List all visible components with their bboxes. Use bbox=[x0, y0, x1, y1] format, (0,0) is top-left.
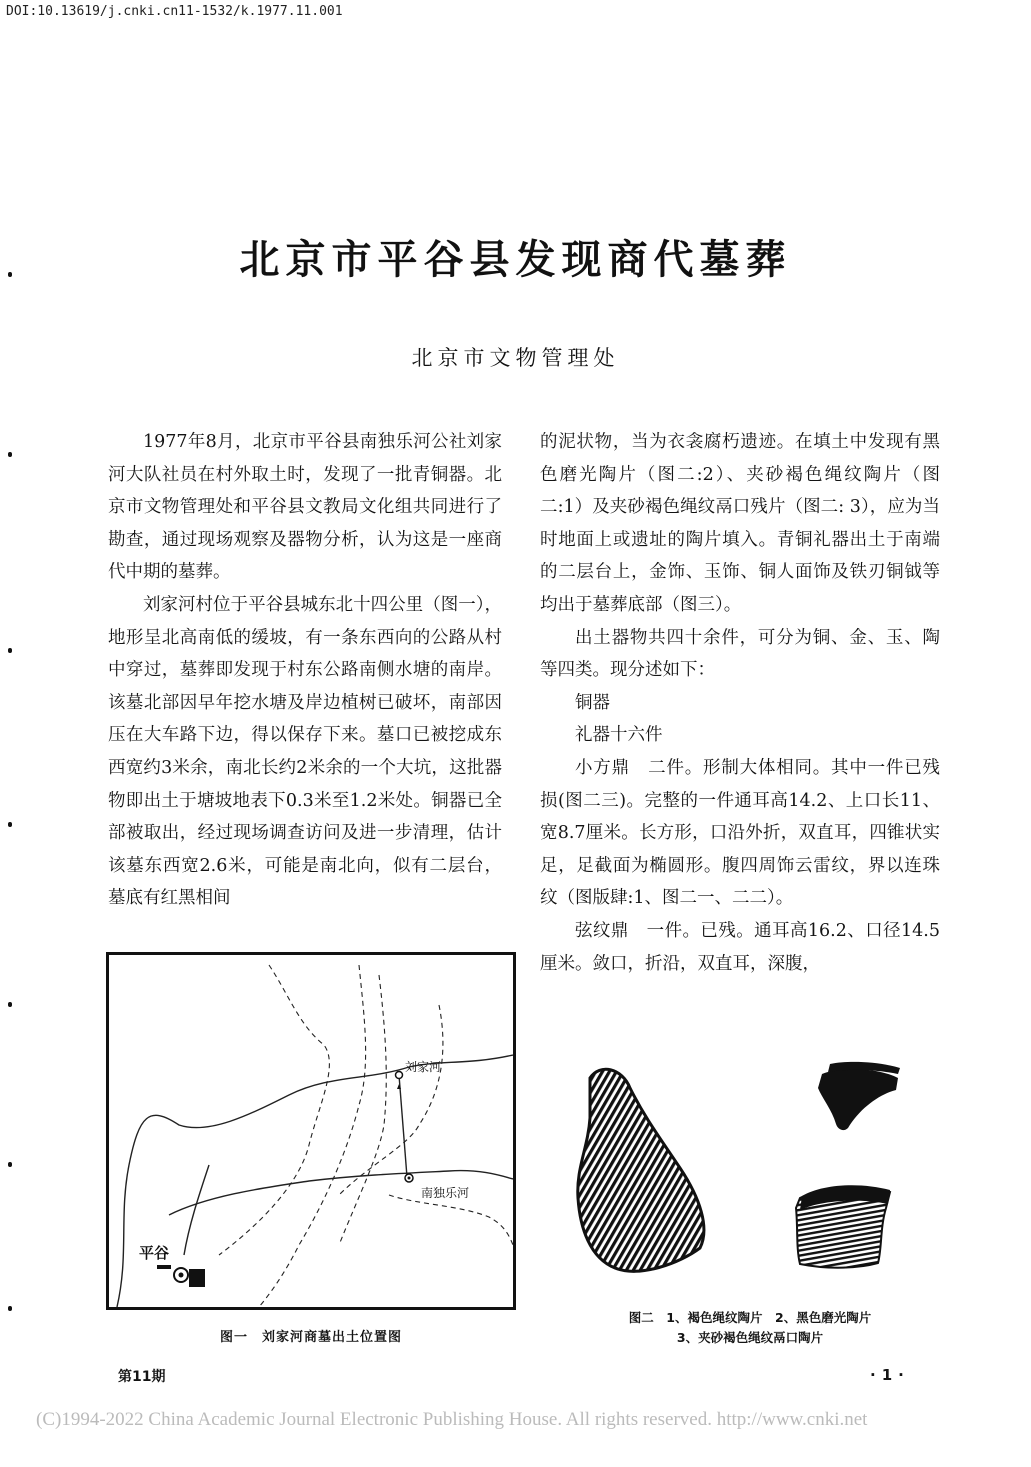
paragraph: 的泥状物，当为衣衾腐朽遗迹。在填土中发现有黑色磨光陶片（图二:2）、夹砂褐色绳纹陶片（图二:1）及夹砂褐色绳纹鬲口残片（图二: 3），应为当时地面上或遗址的陶片填入。青铜礼器出土于南端的二层台上，金饰、玉饰、铜人面饰及铁刃铜钺等均出于墓葬底部（图三）。 bbox=[540, 432, 940, 615]
paragraph: 弦纹鼎 一件。已残。通耳高16.2、口径14.5厘米。敛口，折沿，双直耳，深腹， bbox=[540, 920, 940, 974]
path bbox=[339, 1005, 443, 1195]
pottery-sherds-figure bbox=[560, 1058, 920, 1286]
location-map bbox=[106, 952, 516, 1310]
road bbox=[184, 1165, 209, 1255]
path bbox=[219, 965, 329, 1255]
figure2-caption bbox=[560, 1308, 940, 1348]
margin-mark bbox=[8, 1162, 12, 1167]
subsection-heading: 礼器十六件 bbox=[575, 725, 663, 746]
county-seat-block bbox=[157, 1265, 171, 1269]
figure1-caption: 图一 刘家河商墓出土位置图 bbox=[219, 1330, 402, 1345]
section-heading: 铜器 bbox=[575, 692, 610, 713]
sherd-2-black-polished bbox=[818, 1069, 898, 1130]
paragraph: 小方鼎 二件。形制大体相同。其中一件已残损(图二三)。完整的一件通耳高14.2、上口长11、宽8.7厘米。长方形，口沿外折，双直耳，四锥状实足，足截面为椭圆形。腹四周饰云雷纹，界以连珠纹（图版肆:1、图二一、二二）。 bbox=[540, 757, 940, 909]
village-marker bbox=[408, 1177, 411, 1180]
article-author: 北京市文物管理处 bbox=[411, 346, 620, 370]
village-marker bbox=[396, 1072, 403, 1079]
copyright-watermark: (C)1994-2022 China Academic Journal Electronic Publishing House. All rights reserved. http://www.cnki.net bbox=[36, 1409, 868, 1430]
left-column bbox=[108, 426, 502, 915]
sherd-1-cord-pattern bbox=[578, 1069, 704, 1271]
paragraph: 刘家河村位于平谷县城东北十四公里（图一），地形呈北高南低的缓坡，有一条东西向的公路从村中穿过，墓葬即发现于村东公路南侧水塘的南岸。该墓北部因早年挖水塘及岸边植树已破坏，南部因压在大车路下边，得以保存下来。墓口已被挖成东西宽约3米余，南北长约2米余的一个大坑，这批器物即出土于塘坡地表下0.3米至1.2米处。铜器已全部被取出，经过现场调查访问及进一步清理，估计该墓东西宽2.6米，可能是南北向，似有二层台，墓底有红黑相间 bbox=[108, 594, 502, 909]
page-number: ·1· bbox=[870, 1366, 910, 1384]
issue-number: 第11期 bbox=[118, 1369, 166, 1385]
margin-mark bbox=[8, 1306, 12, 1311]
paragraph: 出土器物共四十余件，可分为铜、金、玉、陶等四类。现分述如下： bbox=[540, 627, 940, 681]
right-column bbox=[540, 426, 940, 980]
map-label-pinggu: 平谷 bbox=[139, 1244, 170, 1262]
road bbox=[399, 1075, 407, 1177]
path bbox=[389, 1195, 513, 1245]
doi-header: DOI:10.13619/j.cnki.cn11-1532/k.1977.11.001 bbox=[6, 4, 343, 19]
figure2-caption-line: 3、夹砂褐色绳纹鬲口陶片 bbox=[676, 1330, 824, 1345]
sherds-drawing bbox=[560, 1058, 920, 1286]
figure2-caption-line: 图二 1、褐色绳纹陶片 2、黑色磨光陶片 bbox=[628, 1310, 872, 1325]
map-label-nandulehe: 南独乐河 bbox=[421, 1186, 470, 1200]
margin-mark bbox=[8, 452, 12, 457]
path bbox=[339, 975, 386, 1245]
margin-mark bbox=[8, 822, 12, 827]
article-title: 北京市平谷县发现商代墓葬 bbox=[239, 237, 792, 283]
county-seat-block bbox=[189, 1269, 205, 1287]
map-label-liujiahe: 刘家河 bbox=[405, 1060, 442, 1074]
margin-mark bbox=[8, 1002, 12, 1007]
path bbox=[259, 965, 366, 1307]
margin-mark bbox=[8, 648, 12, 653]
paragraph: 1977年8月，北京市平谷县南独乐河公社刘家河大队社员在村外取土时，发现了一批青铜器。北京市文物管理处和平谷县文教局文化组共同进行了勘查，通过现场观察及器物分析，认为这是一座商代中期的墓葬。 bbox=[108, 432, 502, 583]
map-drawing bbox=[109, 955, 513, 1307]
county-seat-marker bbox=[179, 1273, 184, 1278]
